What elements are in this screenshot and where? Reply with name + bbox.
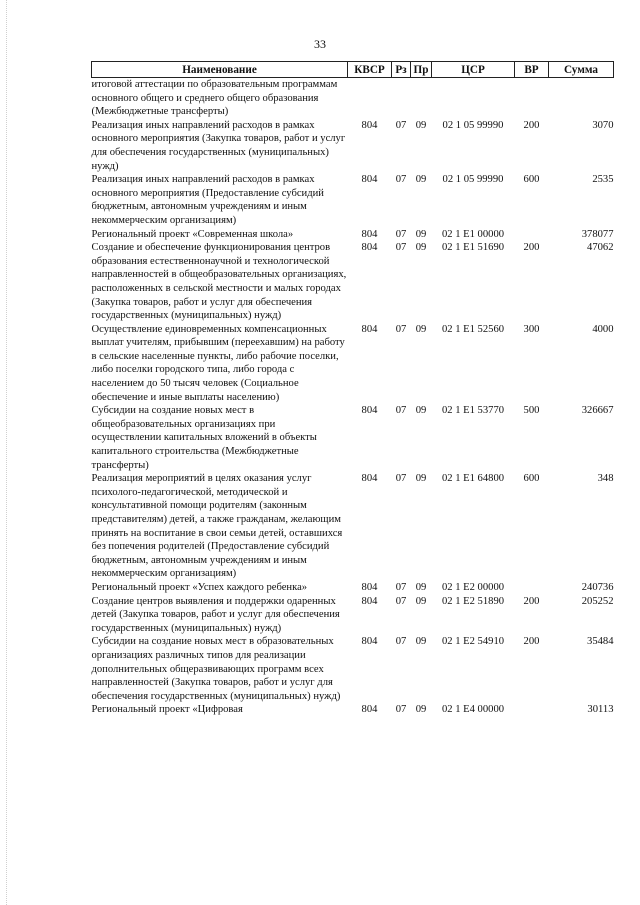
- table-row: [92, 581, 614, 595]
- cell-kvsr: 804: [361, 581, 378, 593]
- cell-name: итоговой аттестации по образовательным программам основного общего и среднего общего образования (Межбюджетные трансферты): [91, 79, 338, 118]
- cell-csr: 02 1 E1 51690: [441, 242, 505, 254]
- cell-sum: 35484: [587, 636, 614, 648]
- cell-name: Субсидии на создание новых мест в общеобразовательных организациях при осуществлении капитальных вложений в объекты капитального строительства (Межбюджетные трансферты): [91, 405, 317, 471]
- table-row: [92, 404, 614, 472]
- table-row: [92, 241, 614, 323]
- cell-sum: 2535: [592, 174, 614, 186]
- cell-vr: 500: [523, 405, 540, 417]
- cell-kvsr: 804: [361, 174, 378, 186]
- table-body: [92, 78, 614, 717]
- cell-sum: 30113: [587, 704, 614, 716]
- cell-pr: 09: [415, 473, 427, 485]
- cell-pr: 09: [415, 228, 427, 240]
- cell-name: Региональный проект «Цифровая: [91, 704, 243, 716]
- cell-sum: 4000: [592, 323, 614, 335]
- cell-csr: 02 1 E1 00000: [441, 228, 505, 240]
- cell-rz: 07: [395, 636, 407, 648]
- cell-name: Региональный проект «Успех каждого ребенка»: [91, 581, 308, 593]
- cell-pr: 09: [415, 636, 427, 648]
- cell-vr: 600: [523, 174, 540, 186]
- header-kvsr: КВСР: [348, 62, 392, 78]
- cell-rz: 07: [395, 323, 407, 335]
- cell-csr: 02 1 05 99990: [442, 119, 504, 131]
- cell-vr: 200: [523, 242, 540, 254]
- table-row: [92, 119, 614, 173]
- cell-name: Создание и обеспечение функционирования центров образования естественнонаучной и технологической направленностей в общеобразовательных организациях, расположенных в сельской местности и малых городах (Закупка товаров, работ и услуг для обеспечения государственных (муниципальных) нужд): [91, 242, 347, 322]
- cell-csr: 02 1 E2 51890: [441, 595, 505, 607]
- cell-pr: 09: [415, 242, 427, 254]
- cell-kvsr: 804: [361, 473, 378, 485]
- cell-csr: 02 1 E2 00000: [441, 581, 505, 593]
- table-row: [92, 595, 614, 636]
- cell-kvsr: 804: [361, 405, 378, 417]
- cell-kvsr: 804: [361, 323, 378, 335]
- cell-sum: 348: [597, 473, 614, 485]
- cell-kvsr: 804: [361, 636, 378, 648]
- cell-name: Реализация иных направлений расходов в рамках основного мероприятия (Закупка товаров, работ и услуг для обеспечения государственных (муниципальных) нужд): [91, 119, 346, 172]
- scan-margin-line: [6, 0, 7, 905]
- cell-pr: [411, 78, 432, 119]
- cell-vr: 200: [523, 595, 540, 607]
- cell-vr: 200: [523, 119, 540, 131]
- header-csr: ЦСР: [432, 62, 515, 78]
- budget-table: [91, 61, 614, 717]
- cell-name: Субсидии на создание новых мест в образовательных организациях различных типов для реализации дополнительных общеразвивающих программ всех направленностей (Закупка товаров, работ и услуг для обеспечения государственных (муниципальных) нужд): [91, 636, 341, 702]
- table-row: [92, 78, 614, 119]
- header-sum: Сумма: [549, 62, 614, 78]
- cell-pr: 09: [415, 174, 427, 186]
- cell-pr: 09: [415, 119, 427, 131]
- cell-kvsr: 804: [361, 704, 378, 716]
- cell-name: Региональный проект «Современная школа»: [91, 228, 294, 240]
- table-row: [92, 703, 614, 717]
- table-row: [92, 472, 614, 581]
- cell-name: Реализация мероприятий в целях оказания услуг психолого-педагогической, методической и консультативной помощи родителям (законным представителям) детей, а также гражданам, желающим принять на воспитание в свои семьи детей, оставшихся без попечения родителей (Предоставление субсидий бюджетным, автономным учреждениям и иным некоммерческим организациям): [91, 473, 343, 580]
- header-vr: ВР: [515, 62, 549, 78]
- cell-pr: 09: [415, 704, 427, 716]
- cell-rz: 07: [395, 228, 407, 240]
- page-number: 33: [314, 37, 326, 51]
- cell-rz: [392, 78, 411, 119]
- cell-rz: 07: [395, 595, 407, 607]
- cell-name: Создание центров выявления и поддержки одаренных детей (Закупка товаров, работ и услуг для обеспечения государственных (муниципальных) нужд): [91, 595, 340, 634]
- cell-csr: 02 1 E1 53770: [441, 405, 505, 417]
- cell-csr: 02 1 E2 54910: [441, 636, 505, 648]
- cell-csr: 02 1 E1 64800: [441, 473, 505, 485]
- table-row: [92, 635, 614, 703]
- header-name: Наименование: [92, 62, 348, 78]
- cell-rz: 07: [395, 242, 407, 254]
- cell-csr: 02 1 E1 52560: [441, 323, 505, 335]
- cell-name: Реализация иных направлений расходов в рамках основного мероприятия (Предоставление субсидий бюджетным, автономным учреждениям и иным некоммерческим организациям): [91, 174, 324, 226]
- cell-kvsr: 804: [361, 242, 378, 254]
- cell-vr: 600: [523, 473, 540, 485]
- cell-vr: [515, 78, 549, 119]
- cell-rz: 07: [395, 704, 407, 716]
- cell-kvsr: 804: [361, 228, 378, 240]
- cell-vr: [515, 581, 549, 595]
- cell-rz: 07: [395, 174, 407, 186]
- table-header: [92, 62, 614, 78]
- cell-csr: 02 1 05 99990: [442, 174, 504, 186]
- table-row: [92, 173, 614, 227]
- cell-pr: 09: [415, 323, 427, 335]
- cell-sum: [549, 78, 614, 119]
- cell-vr: 200: [523, 636, 540, 648]
- cell-vr: [515, 228, 549, 242]
- cell-pr: 09: [415, 405, 427, 417]
- cell-csr: [432, 78, 515, 119]
- cell-kvsr: 804: [361, 119, 378, 131]
- cell-rz: 07: [395, 405, 407, 417]
- cell-csr: 02 1 E4 00000: [441, 704, 505, 716]
- header-pr: Пр: [411, 62, 432, 78]
- cell-sum: 240736: [581, 581, 614, 593]
- table-row: [92, 228, 614, 242]
- table-row: [92, 323, 614, 405]
- cell-rz: 07: [395, 119, 407, 131]
- cell-sum: 47062: [587, 242, 614, 254]
- cell-sum: 3070: [592, 119, 614, 131]
- cell-sum: 326667: [581, 405, 614, 417]
- cell-name: Осуществление единовременных компенсационных выплат учителям, прибывшим (переехавшим) на работу в сельские населенные пункты, либо рабочие поселки, либо поселки городского типа, либо города с населением до 50 тысяч человек (Социальное обеспечение и иные выплаты населению): [91, 323, 345, 403]
- cell-pr: 09: [415, 595, 427, 607]
- cell-vr: 300: [523, 323, 540, 335]
- cell-sum: 205252: [581, 595, 614, 607]
- cell-rz: 07: [395, 473, 407, 485]
- cell-kvsr: [348, 78, 392, 119]
- cell-sum: 378077: [581, 228, 614, 240]
- cell-rz: 07: [395, 581, 407, 593]
- cell-pr: 09: [415, 581, 427, 593]
- header-rz: Рз: [392, 62, 411, 78]
- cell-vr: [515, 703, 549, 717]
- cell-kvsr: 804: [361, 595, 378, 607]
